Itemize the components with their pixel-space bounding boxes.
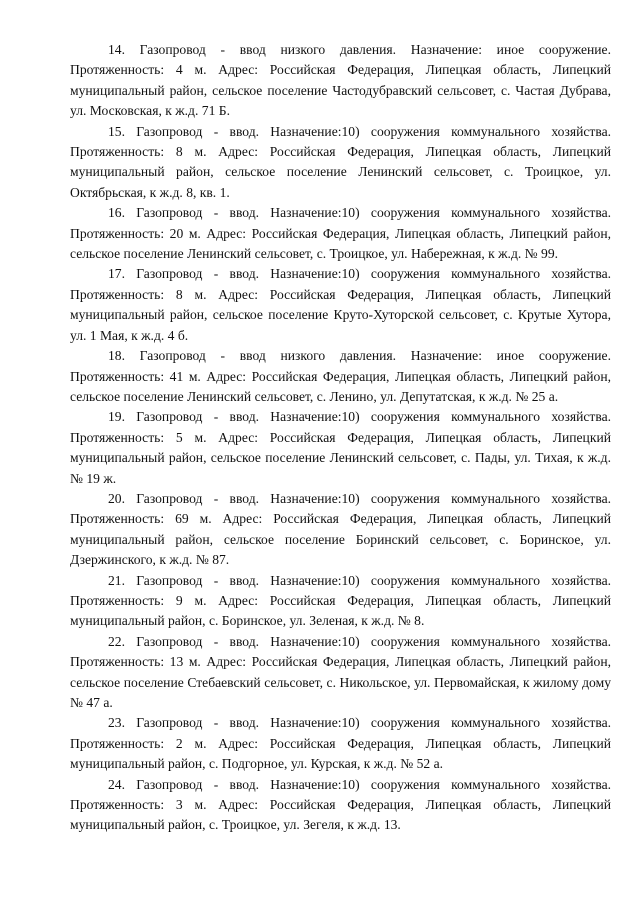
list-item-19: 19. Газопровод - ввод. Назначение:10) сооружения коммунального хозяйства. Протяженность: 5 м. Адрес: Российская Федерация, Липецкая область, Липецкий муниципальный район, сельское поселение Ленинский сельсовет, с. Пады, ул. Тихая, к ж.д. № 19 ж. (70, 409, 611, 486)
document-body (70, 40, 611, 836)
list-item-17: 17. Газопровод - ввод. Назначение:10) сооружения коммунального хозяйства. Протяженность: 8 м. Адрес: Российская Федерация, Липецкая область, Липецкий муниципальный район, сельское поселение Круто-Хуторской сельсовет, с. Крутые Хутора, ул. 1 Мая, к ж.д. 4 б. (70, 266, 611, 343)
list-item-15: 15. Газопровод - ввод. Назначение:10) сооружения коммунального хозяйства. Протяженность: 8 м. Адрес: Российская Федерация, Липецкая область, Липецкий муниципальный район, сельское поселение Ленинский сельсовет, с. Троицкое, ул. Октябрьская, к ж.д. 8, кв. 1. (70, 123, 611, 200)
list-item-14: 14. Газопровод - ввод низкого давления. Назначение: иное сооружение. Протяженность: 4 м. Адрес: Российская Федерация, Липецкая область, Липецкий муниципальный район, сельское поселение Частодубравский сельсовет, с. Частая Дубрава, ул. Московская, к ж.д. 71 Б. (70, 42, 611, 119)
list-item-16: 16. Газопровод - ввод. Назначение:10) сооружения коммунального хозяйства. Протяженность: 20 м. Адрес: Российская Федерация, Липецкая область, Липецкий район, сельское поселение Ленинский сельсовет, с. Троицкое, ул. Набережная, к ж.д. № 99. (70, 205, 611, 262)
list-item-21: 21. Газопровод - ввод. Назначение:10) сооружения коммунального хозяйства. Протяженность: 9 м. Адрес: Российская Федерация, Липецкая область, Липецкий муниципальный район, с. Боринское, ул. Зеленая, к ж.д. № 8. (70, 572, 611, 629)
list-item-22: 22. Газопровод - ввод. Назначение:10) сооружения коммунального хозяйства. Протяженность: 13 м. Адрес: Российская Федерация, Липецкая область, Липецкий район, сельское поселение Стебаевский сельсовет, с. Никольское, ул. Первомайская, к жилому дому № 47 а. (70, 633, 611, 710)
list-item-24: 24. Газопровод - ввод. Назначение:10) сооружения коммунального хозяйства. Протяженность: 3 м. Адрес: Российская Федерация, Липецкая область, Липецкий муниципальный район, с. Троицкое, ул. Зегеля, к ж.д. 13. (70, 776, 611, 833)
list-item-20: 20. Газопровод - ввод. Назначение:10) сооружения коммунального хозяйства. Протяженность: 69 м. Адрес: Российская Федерация, Липецкая область, Липецкий муниципальный район, сельское поселение Боринский сельсовет, с. Боринское, ул. Дзержинского, к ж.д. № 87. (70, 490, 611, 568)
list-item-18: 18. Газопровод - ввод низкого давления. Назначение: иное сооружение. Протяженность: 41 м. Адрес: Российская Федерация, Липецкая область, Липецкий район, сельское поселение Ленинский сельсовет, с. Ленино, ул. Депутатская, к ж.д. № 25 а. (70, 348, 611, 404)
list-item-23: 23. Газопровод - ввод. Назначение:10) сооружения коммунального хозяйства. Протяженность: 2 м. Адрес: Российская Федерация, Липецкая область, Липецкий муниципальный район, с. Подгорное, ул. Курская, к ж.д. № 52 а. (70, 715, 611, 772)
